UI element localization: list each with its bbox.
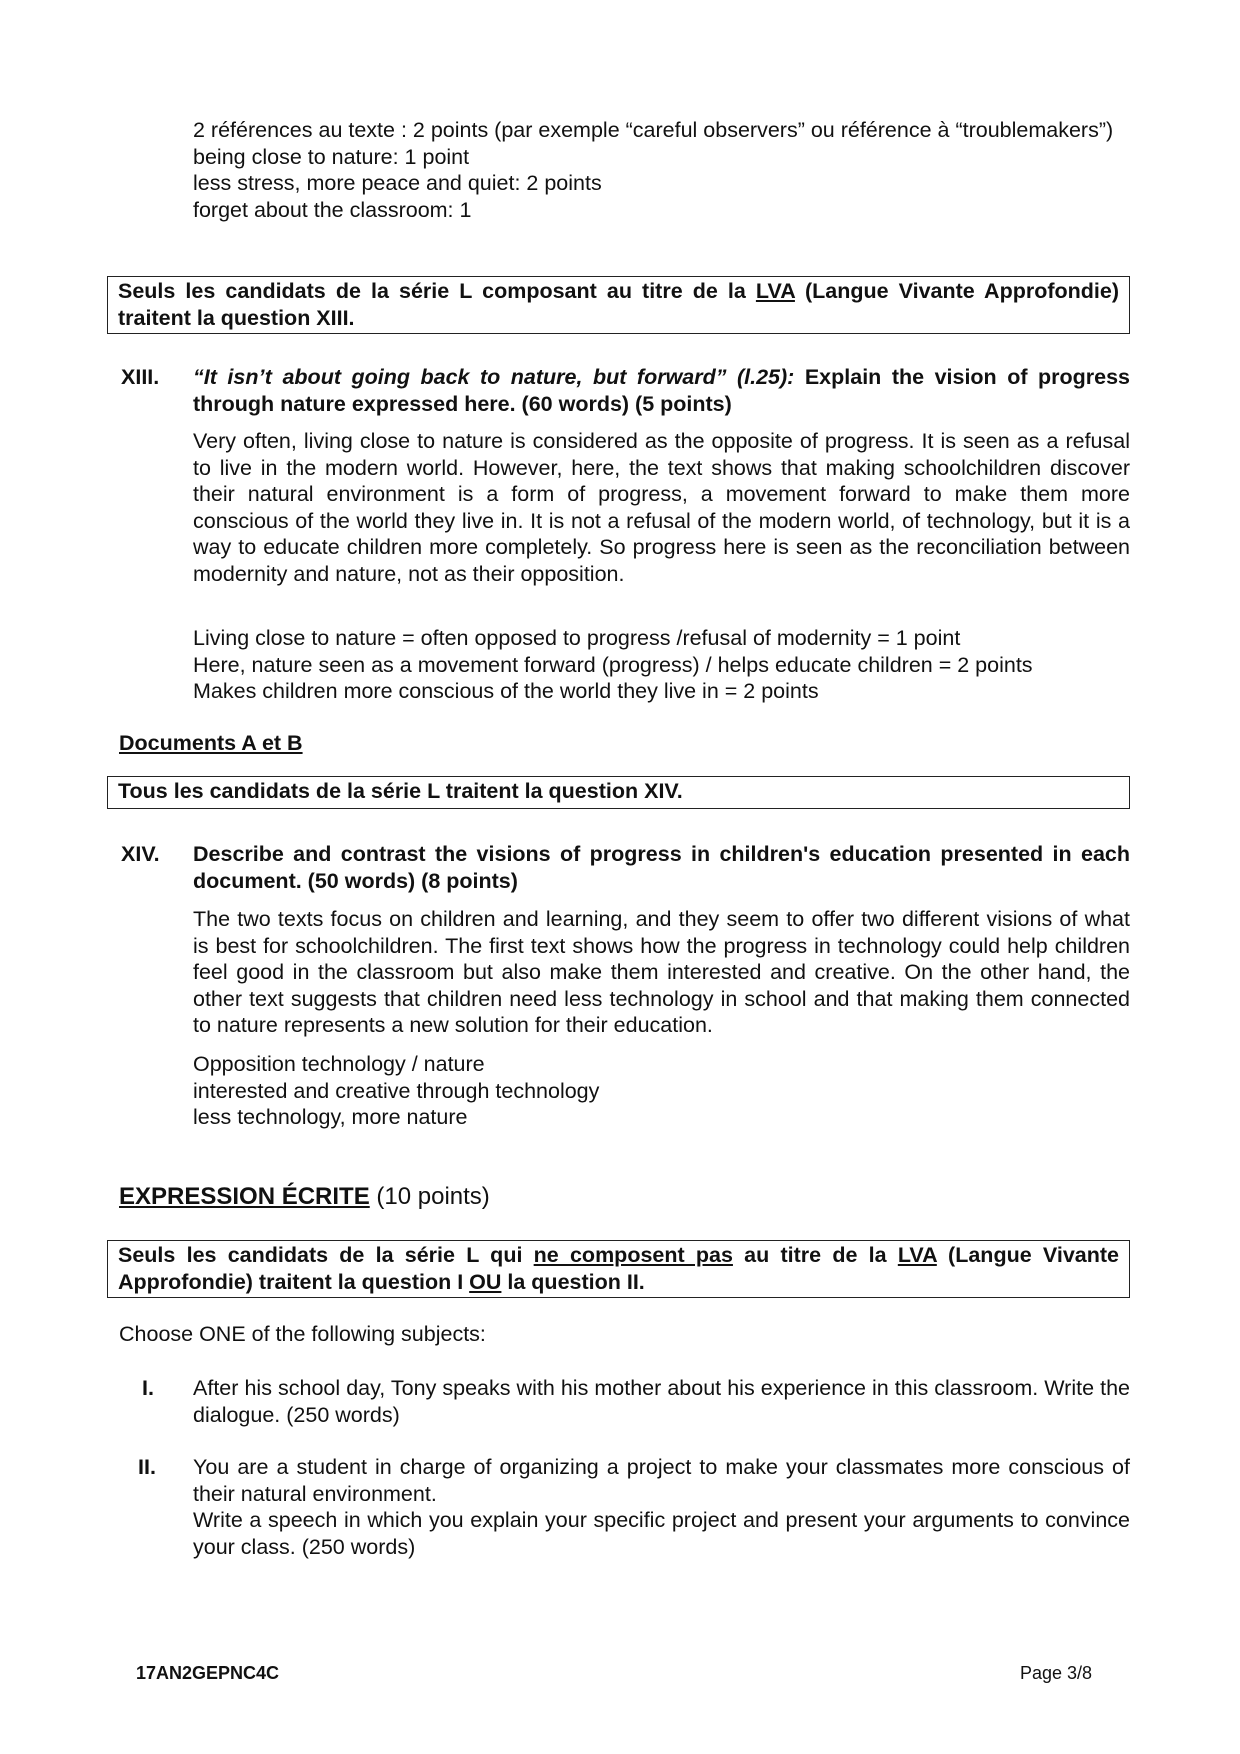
criteria-line: forget about the classroom: 1 [193, 197, 472, 222]
instruction-box-xiii [107, 276, 1130, 334]
answer-paragraph: Very often, living close to nature is considered as the opposite of progress. It is seen as a refusal to live in the modern world. However, here, the text shows that making schoolchildren discover their natural environment is a form of progress, a movement forward to make them more conscious of the world they live in. It is not a refusal of the modern world, of technology, but it is a way to educate children more completely. So progress here is seen as the reconciliation between modernity and nature, not as their opposition. [193, 429, 1130, 586]
criteria-line: 2 références au texte : 2 points (par exemple “careful observers” ou référence à “troublemakers”) [193, 118, 1114, 142]
instruction-box-xiv [107, 776, 1130, 809]
section-title-text: EXPRESSION ÉCRITE [119, 1183, 370, 1210]
question-prompt: Explain the vision of progress through nature expressed here. (60 words) (5 points) [193, 365, 1130, 416]
page-number: Page 3/8 [1020, 1663, 1093, 1683]
section-heading: Documents A et B [119, 731, 303, 755]
subject-text [193, 1375, 1130, 1428]
answer-paragraph: The two texts focus on children and learning, and they seem to offer two different visions of what is best for schoolchildren. The first text shows how the progress in technology could help children feel good in the classroom but also make them interested and creative. On the other hand, the other text suggests that children need less technology in school and that making them connected to nature represents a new solution for their education. [193, 907, 1130, 1037]
criteria-line: interested and creative through technology [193, 1078, 600, 1103]
criteria-block [193, 1051, 1130, 1131]
instruction-box-expression [107, 1240, 1130, 1298]
question-text [193, 364, 1130, 417]
subject-text [193, 1454, 1130, 1560]
criteria-block-top [193, 117, 1130, 223]
instruction-text: la question II. [501, 1269, 645, 1294]
criteria-line: Makes children more conscious of the world they live in = 2 points [193, 679, 819, 703]
lva-label: LVA [755, 279, 795, 303]
emphasis-ne-composent-pas: ne composent pas [533, 1243, 733, 1267]
subject-line: Write a speech in which you explain your specific project and present your arguments to convince your class. (250 words) [193, 1508, 1130, 1559]
question-text: Describe and contrast the visions of progress in children's education presented in each document. (50 words) (8 points) [193, 842, 1130, 893]
instruction-text: Seuls les candidats de la série L composant au titre de la [118, 279, 756, 303]
question-number: XIV. [121, 842, 160, 866]
subject-number: II. [138, 1455, 156, 1479]
question-number: XIII. [121, 365, 160, 389]
instruction-text: (Langue Vivante Approfondie) traitent la question I [118, 1243, 1119, 1294]
question-quote: “It isn’t about going back to nature, but forward” (l.25): [193, 365, 795, 389]
subject-line: After his school day, Tony speaks with his mother about his experience in this classroom. Write the dialogue. (250 words) [193, 1376, 1130, 1427]
document-code: 17AN2GEPNC4C [136, 1663, 280, 1683]
criteria-line: Here, nature seen as a movement forward (progress) / helps educate children = 2 points [193, 652, 1033, 677]
section-title-points: (10 points) [369, 1183, 490, 1210]
criteria-line: Living close to nature = often opposed to progress /refusal of modernity = 1 point [193, 626, 961, 650]
criteria-line: Opposition technology / nature [193, 1052, 485, 1076]
criteria-block [193, 625, 1130, 705]
criteria-line: being close to nature: 1 point [193, 144, 470, 169]
criteria-line: less technology, more nature [193, 1105, 468, 1129]
lva-label: LVA [897, 1243, 937, 1267]
choose-instruction: Choose ONE of the following subjects: [119, 1322, 486, 1346]
instruction-text: au titre de la [732, 1243, 898, 1267]
criteria-line: less stress, more peace and quiet: 2 points [193, 171, 602, 195]
instruction-text: (Langue Vivante Approfondie) traitent la question XIII. [118, 279, 1119, 330]
subject-number: I. [142, 1376, 154, 1400]
subject-line: You are a student in charge of organizing a project to make your classmates more conscious of their natural environment. [193, 1455, 1130, 1506]
section-title [119, 1182, 490, 1212]
instruction-text: Seuls les candidats de la série L qui [118, 1243, 534, 1267]
instruction-text: Tous les candidats de la série L traitent la question XIV. [118, 779, 683, 803]
emphasis-ou: OU [469, 1269, 502, 1294]
